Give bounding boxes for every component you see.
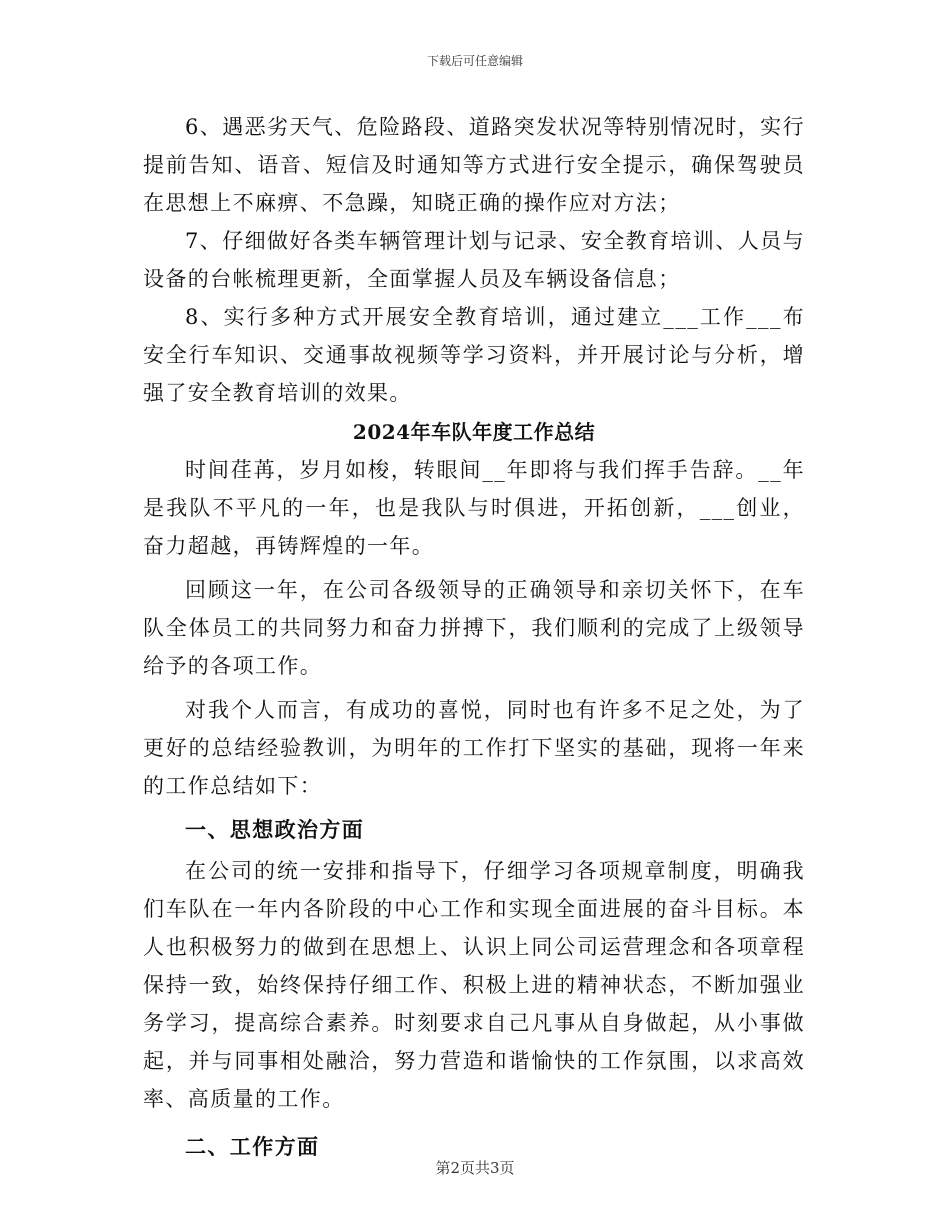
section-heading-2: 二、工作方面 (185, 1134, 320, 1159)
section-1-paragraph: 在公司的统一安排和指导下，仔细学习各项规章制度，明确我们车队在一年内各阶段的中心工作和实现全面进展的奋斗目标。本人也积极努力的做到在思想上、认识上同公司运营理念和各项章程保持一致，始终保持仔细工作、积极上进的精神状态，不断加强业务学习，提高综合素养。时刻要求自己凡事从自身做起，从小事做起，并与同事相处融洽，努力营造和谐愉快的工作氛围，以求高效率、高质量的工作。 (143, 859, 805, 1111)
list-item-7: 7、仔细做好各类车辆管理计划与记录、安全教育培训、人员与设备的台帐梳理更新，全面掌握人员及车辆设备信息； (143, 229, 805, 291)
list-item-8: 8、实行多种方式开展安全教育培训，通过建立___工作___布安全行车知识、交通事故视频等学习资料，并开展讨论与分析，增强了安全教育培训的效果。 (143, 305, 805, 405)
intro-paragraph-2: 回顾这一年，在公司各级领导的正确领导和亲切关怀下，在车队全体员工的共同努力和奋力拼搏下，我们顺利的完成了上级领导给予的各项工作。 (143, 578, 805, 678)
document-title: 2024年车队年度工作总结 (352, 420, 596, 444)
intro-paragraph-3: 对我个人而言，有成功的喜悦，同时也有许多不足之处，为了更好的总结经验教训，为明年的工作打下坚实的基础，现将一年来的工作总结如下： (143, 698, 805, 798)
page-header: 下载后可任意编辑 (426, 54, 523, 68)
section-heading-1: 一、思想政治方面 (185, 817, 365, 842)
intro-paragraph-1: 时间荏苒，岁月如梭，转眼间__年即将与我们挥手告辞。__年是我队不平凡的一年，也是我队与时俱进，开拓创新，___创业，奋力超越，再铸辉煌的一年。 (143, 458, 805, 558)
list-item-6: 6、遇恶劣天气、危险路段、道路突发状况等特别情况时，实行提前告知、语音、短信及时通知等方式进行安全提示，确保驾驶员在思想上不麻痹、不急躁，知晓正确的操作应对方法； (143, 115, 805, 215)
document-body (143, 108, 805, 1169)
page-footer: 第2页共3页 (435, 1159, 515, 1177)
